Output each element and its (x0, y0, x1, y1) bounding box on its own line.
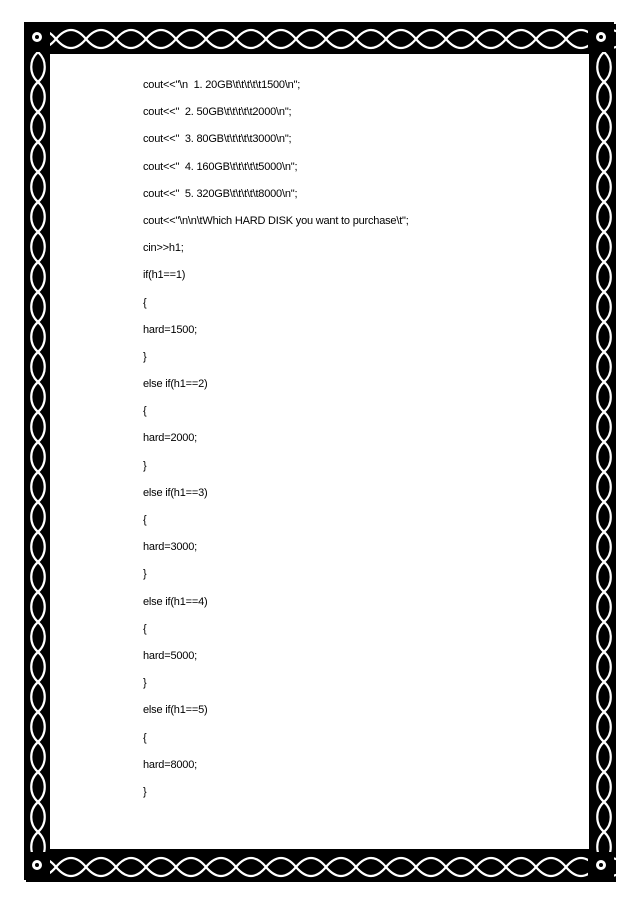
code-line: else if(h1==5) (143, 704, 208, 717)
code-line: hard=3000; (143, 541, 197, 554)
chain-pattern-right (592, 52, 616, 852)
code-line: } (143, 785, 147, 798)
code-line: { (143, 514, 147, 526)
code-line: cout<<"\n\n\tWhich HARD DISK you want to purchase\t"; (143, 214, 409, 227)
chain-pattern-bottom (26, 852, 616, 882)
code-line: { (143, 731, 147, 744)
chain-pattern-top (26, 24, 616, 54)
code-line: } (143, 350, 147, 363)
code-line: cout<<" 3. 80GB\t\t\t\t\t3000\n"; (143, 133, 292, 146)
code-line: else if(h1==4) (143, 595, 208, 608)
code-line: } (143, 568, 147, 581)
code-line: { (143, 405, 147, 418)
corner-ornament-top-right (588, 24, 614, 50)
code-line: else if(h1==3) (143, 486, 208, 499)
decorative-border-top (24, 22, 614, 52)
code-line: cout<<"\n 1. 20GB\t\t\t\t\t1500\n"; (143, 79, 301, 91)
corner-ornament-top-left (24, 24, 50, 50)
code-line: } (143, 677, 147, 690)
code-line: hard=8000; (143, 758, 197, 771)
code-line: } (143, 459, 147, 472)
code-line: hard=2000; (143, 432, 197, 445)
code-line: hard=1500; (143, 323, 197, 336)
code-line: else if(h1==2) (143, 378, 208, 391)
code-line: hard=5000; (143, 649, 197, 662)
code-line: cout<<" 2. 50GB\t\t\t\t\t2000\n"; (143, 106, 292, 119)
code-line: if(h1==1) (143, 269, 186, 282)
code-line: cin>>h1; (143, 242, 184, 255)
decorative-border-bottom (24, 850, 614, 880)
chain-pattern-left (26, 52, 50, 852)
code-line: cout<<" 5. 320GB\t\t\t\t\t8000\n"; (143, 187, 298, 200)
corner-ornament-bottom-left (24, 852, 50, 878)
code-listing (143, 78, 563, 812)
corner-ornament-bottom-right (588, 852, 614, 878)
code-line: cout<<" 4. 160GB\t\t\t\t\t5000\n"; (143, 160, 298, 173)
code-line: { (143, 296, 147, 309)
decorative-border-left (24, 50, 48, 850)
code-line: { (143, 622, 147, 635)
decorative-border-right (590, 50, 614, 850)
